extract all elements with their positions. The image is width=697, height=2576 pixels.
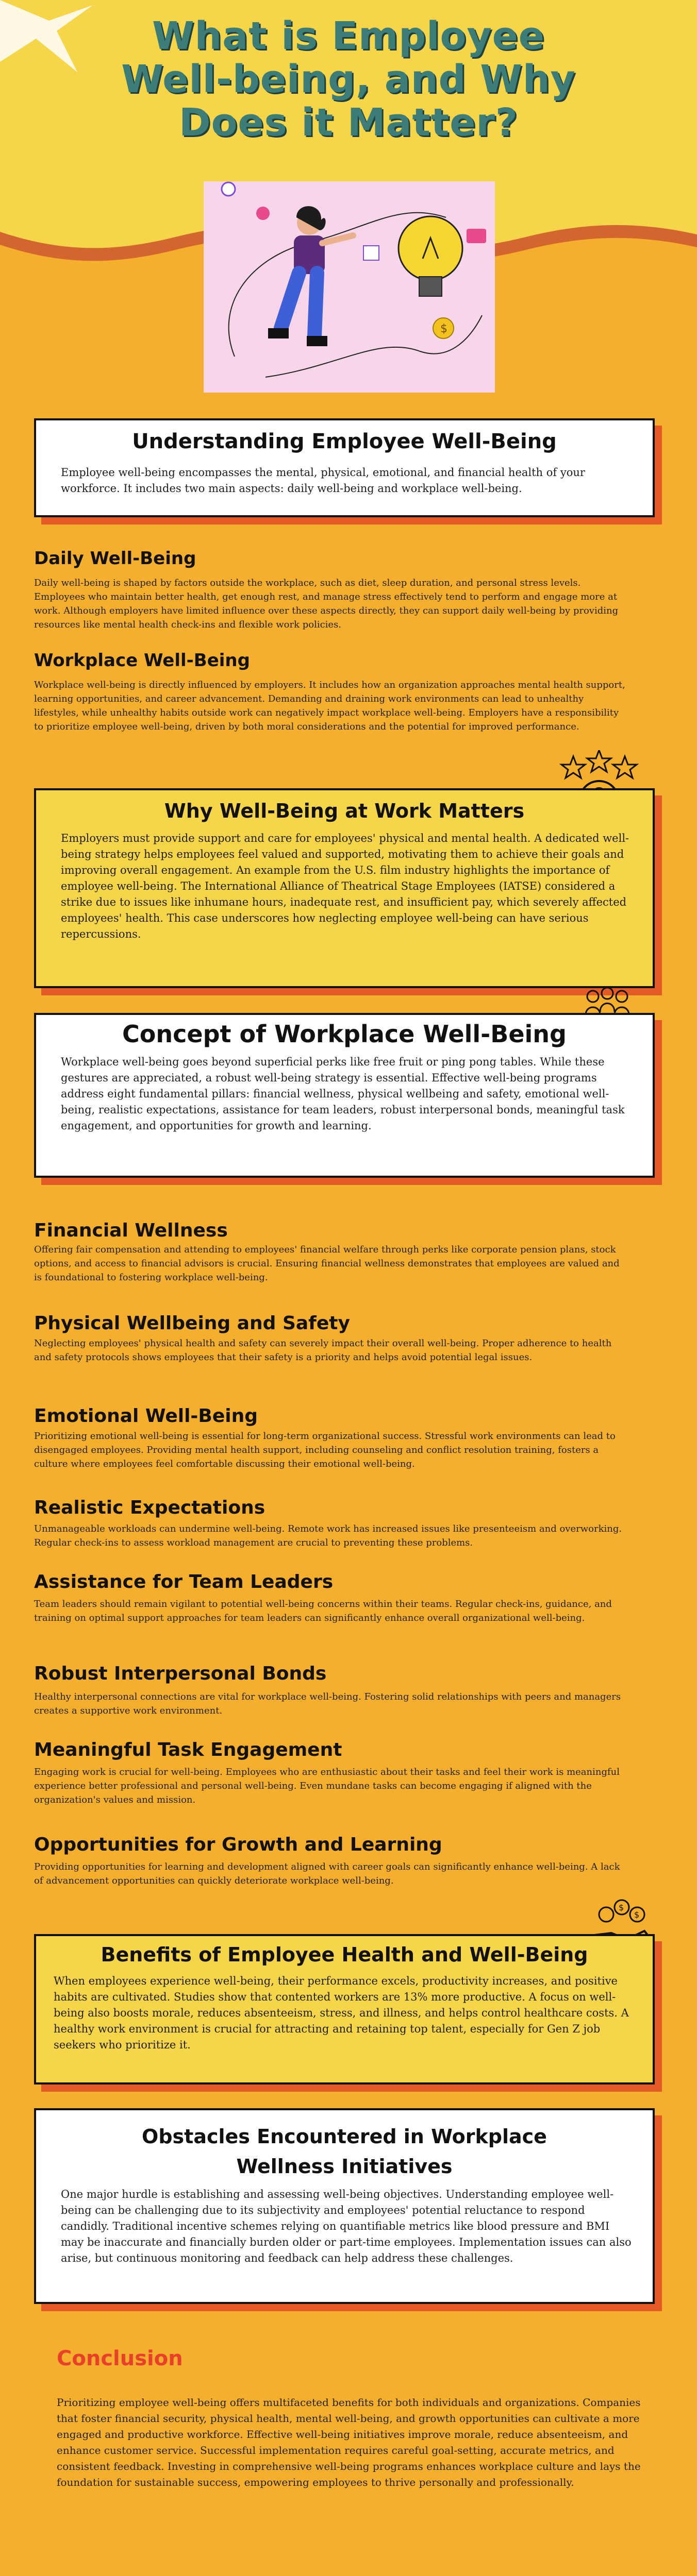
pillar-heading: Meaningful Task Engagement xyxy=(34,1739,342,1760)
daily-body: Daily well-being is shaped by factors outside the workplace, such as diet, sleep duration, and personal stress levels. Employees who maintain better health, get enough rest, and manage stress effectively tend to perform and engage more at work. Although employers have limited influence over these aspects directly, they can support daily well-being by providing resources like mental health check-ins and flexible work policies. xyxy=(34,578,619,630)
benefits-card xyxy=(34,1934,655,2084)
benefits-title: Benefits of Employee Health and Well-Being xyxy=(101,1943,588,1966)
pillar-heading: Financial Wellness xyxy=(34,1220,228,1241)
svg-text:$: $ xyxy=(634,1910,640,1920)
pillar-heading: Physical Wellbeing and Safety xyxy=(34,1313,350,1334)
benefits-body: When employees experience well-being, their performance excels, productivity increases, and positive habits are cultivated. Studies show that contented workers are 13% more productive. A focus on well-being also boosts morale, reduces absenteeism, stress, and illness, and helps control healthcare costs. A healthy work environment is crucial for attracting and retaining top talent, especially for Gen Z job seekers who prioritize it. xyxy=(54,1975,629,2051)
pillar-heading: Assistance for Team Leaders xyxy=(34,1571,334,1592)
understanding-card xyxy=(34,418,655,517)
pillar-body: Prioritizing emotional well-being is essential for long-term organizational success. Stressful work environments can lead to disengaged employees. Providing mental health support, including counseling and conflict resolution training, fosters a culture where employees feel comfortable discussing their emotional well-being. xyxy=(34,1431,616,1469)
understanding-title: Understanding Employee Well-Being xyxy=(132,430,557,453)
video-icon xyxy=(467,229,486,243)
user-icon xyxy=(222,182,235,196)
conclusion-heading: Conclusion xyxy=(57,2347,183,2370)
pillar-body: Healthy interpersonal connections are vital for workplace well-being. Fostering solid relationships with peers and managers creates a supportive work environment. xyxy=(34,1691,621,1716)
daily-heading: Daily Well-Being xyxy=(34,548,196,569)
title-line: Does it Matter? xyxy=(179,100,518,145)
title-line: Well-being, and Why xyxy=(121,57,576,101)
pillar-body: Neglecting employees' physical health and safety can severely impact their overall well-being. Proper adherence to health and safety protocols shows employees that their safety is a priority and helps avoid potential legal issues. xyxy=(34,1338,612,1363)
pillar-heading: Realistic Expectations xyxy=(34,1497,265,1518)
concept-card xyxy=(34,1013,655,1178)
concept-body: Workplace well-being goes beyond superficial perks like free fruit or ping pong tables. While these gestures are appreciated, a robust well-being strategy is essential. Effective well-being programs address eight fundamental pillars: financial wellness, physical wellbeing and safety, emotional well-being, realistic expectations, assistance for team leaders, robust interpersonal bonds, meaningful task engagement, and opportunities for growth and learning. xyxy=(61,1056,625,1132)
workplace-heading: Workplace Well-Being xyxy=(34,650,250,671)
conclusion-body: Prioritizing employee well-being offers multifaceted benefits for both individuals and organizations. Companies that foster financial security, physical health, mental well-being, and growth opportunities can cultivate a more engaged and productive workforce. Effective well-being initiatives improve morale, reduce absenteeism, and enhance customer service. Successful implementation requires careful goal-setting, accurate metrics, and consistent feedback. Investing in comprehensive well-being programs enhances workplace culture and lays the foundation for sustainable success, empowering employees to thrive personally and professionally. xyxy=(57,2396,641,2488)
pillar-heading: Robust Interpersonal Bonds xyxy=(34,1663,327,1684)
pie-chart-icon xyxy=(256,207,270,220)
pillar-body: Providing opportunities for learning and development aligned with career goals can significantly enhance well-being. A lack of advancement opportunities can quickly deteriorate workplace well-being. xyxy=(34,1861,620,1886)
pillar-heading: Emotional Well-Being xyxy=(34,1405,258,1427)
pillar-body: Team leaders should remain vigilant to potential well-being concerns within their teams. Regular check-ins, guidance, and training on optimal support approaches for team leaders can significantly enhance overall organizational well-being. xyxy=(34,1599,612,1623)
pillar-body: Unmanageable workloads can undermine well-being. Remote work has increased issues like presenteeism and overworking. Regular check-ins to assess workload management are crucial to preventing these problems. xyxy=(34,1523,622,1548)
title-line: What is Employee xyxy=(152,14,545,58)
svg-text:$: $ xyxy=(619,1903,624,1912)
hero-illustration xyxy=(204,181,495,393)
bar-chart-icon xyxy=(363,246,379,260)
obstacles-title: Obstacles Encountered in Workplace Wellness Initiatives xyxy=(142,2125,547,2178)
concept-title: Concept of Workplace Well-Being xyxy=(122,1020,567,1048)
understanding-body: Employee well-being encompasses the mental, physical, emotional, and financial health of your workforce. It includes two main aspects: daily well-being and workplace well-being. xyxy=(61,466,585,495)
pillar-heading: Opportunities for Growth and Learning xyxy=(34,1834,442,1855)
why-matters-body: Employers must provide support and care for employees' physical and mental health. A dedicated well-being strategy helps employees feel valued and supported, motivating them to achieve their goals and improving overall engagement. An example from the U.S. film industry highlights the importance of employee well-being. The International Alliance of Theatrical Stage Employees (IATSE) considered a strike due to issues like inhumane hours, inadequate rest, and insufficient pay, which severely affected employees' health. This case underscores how neglecting employee well-being can have serious repercussions. xyxy=(61,832,629,940)
workplace-body: Workplace well-being is directly influenced by employers. It includes how an organization approaches mental health support, learning opportunities, and career advancement. Demanding and draining work environments can lead to unhealthy lifestyles, while unhealthy habits outside work can negatively impact workplace well-being. Employers have a responsibility to prioritize employee well-being, driven by both moral considerations and the potential for improved performance. xyxy=(34,680,625,732)
obstacles-body: One major hurdle is establishing and assessing well-being objectives. Understanding employee well-being can be challenging due to its subjectivity and employees' potential reluctance to respond candidly. Traditional incentive schemes relying on quantifiable metrics like blood pressure and BMI may be inaccurate and financially burden older or part-time employees. Implementation issues can also arise, but continuous monitoring and feedback can help address these challenges. xyxy=(61,2188,632,2264)
obstacles-card xyxy=(34,2108,655,2304)
svg-text:$: $ xyxy=(440,323,447,335)
pillar-body: Engaging work is crucial for well-being. Employees who are enthusiastic about their tasks and feel their work is meaningful experience better professional and personal well-being. Even mundane tasks can become engaging if aligned with the organization's values and mission. xyxy=(34,1767,620,1805)
why-matters-title: Why Well-Being at Work Matters xyxy=(164,800,525,822)
pillar-body: Offering fair compensation and attending to employees' financial welfare through perks like corporate pension plans, stock options, and access to financial advisors is crucial. Ensuring financial wellness demonstrates that employees are valued and is foundational to fostering workplace well-being. xyxy=(34,1244,620,1283)
page-title xyxy=(72,14,625,144)
why-matters-card xyxy=(34,788,655,988)
